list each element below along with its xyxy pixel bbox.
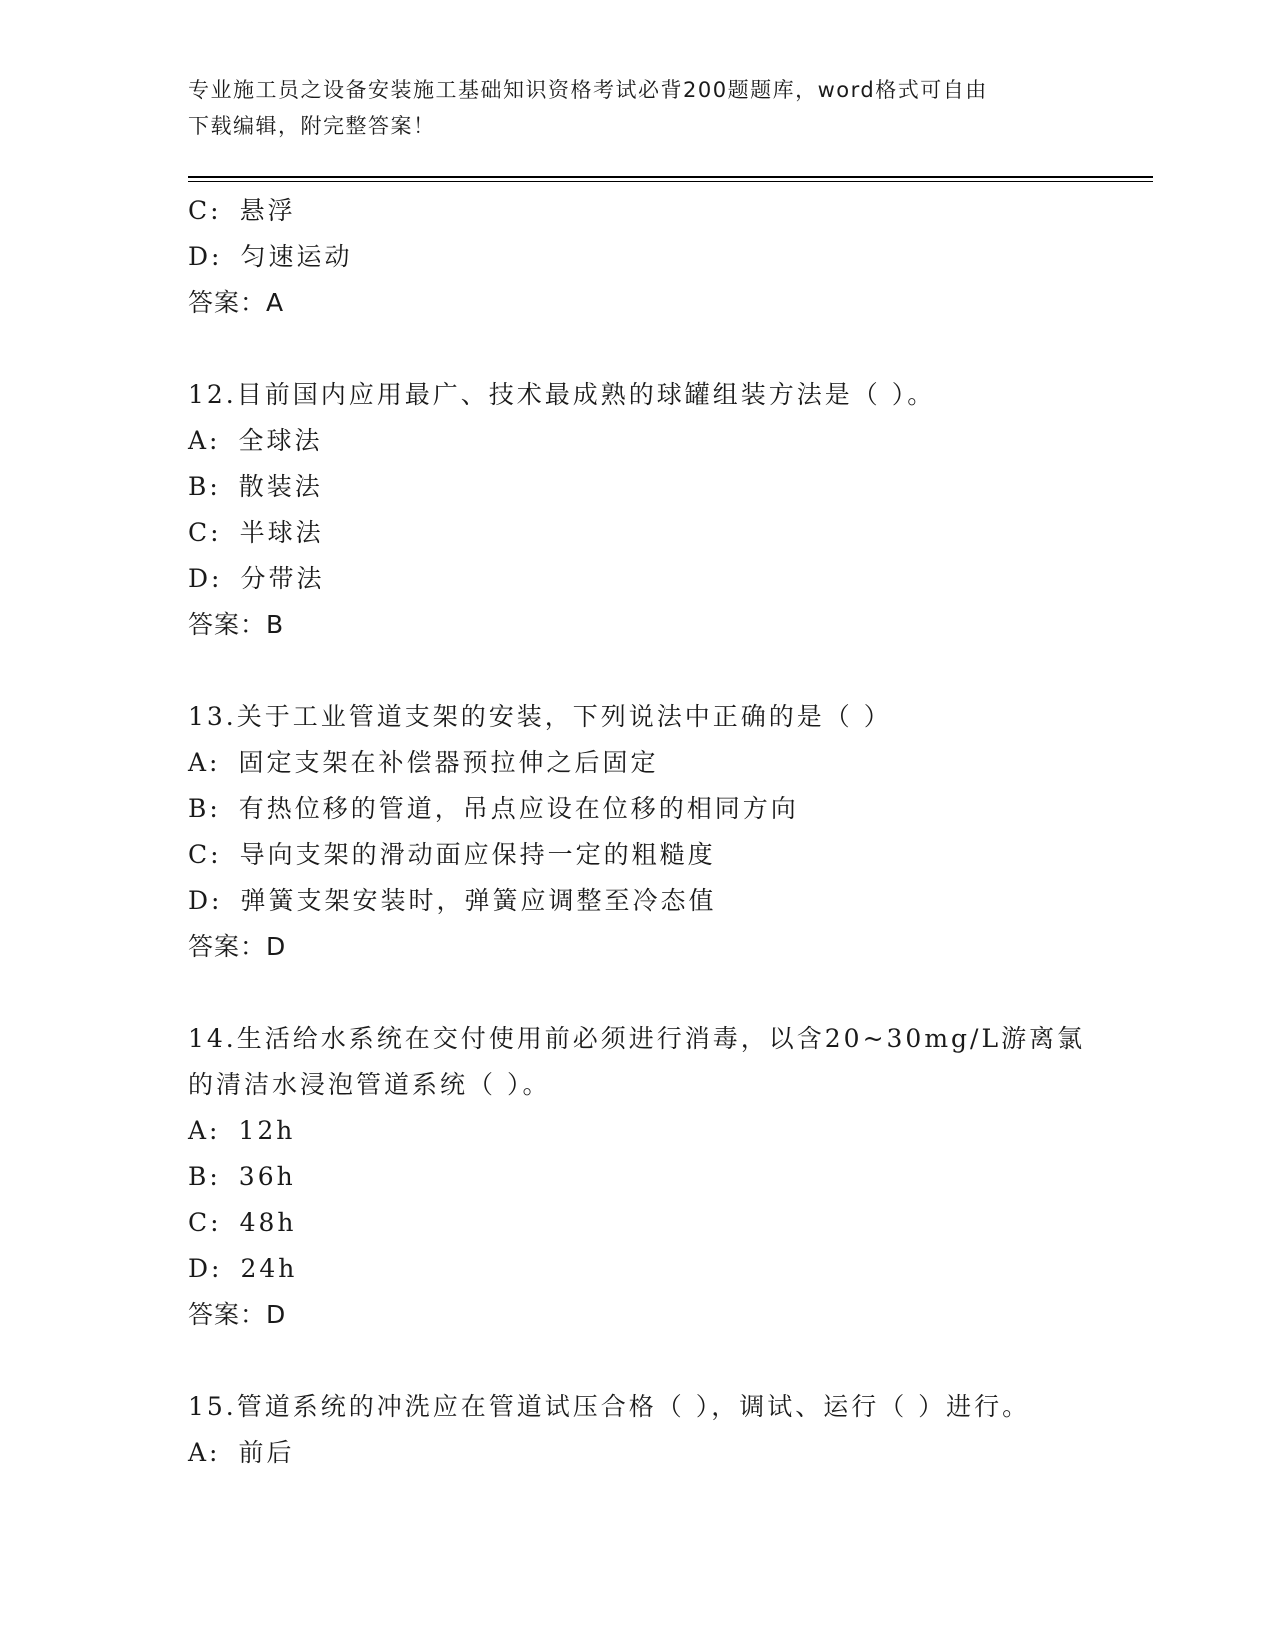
question-stem: 15.管道系统的冲洗应在管道试压合格（ ），调试、运行（ ）进行。 xyxy=(188,1392,1031,1421)
option-d: D: 弹簧支架安装时，弹簧应调整至冷态值 xyxy=(188,886,717,915)
option-c: C: 48h xyxy=(188,1208,297,1237)
document-header xyxy=(188,72,1088,144)
question-stem: 12.目前国内应用最广、技术最成熟的球罐组装方法是（ ）。 xyxy=(188,380,936,409)
header-divider-thick xyxy=(188,176,1153,178)
question-stem-line-1: 14.生活给水系统在交付使用前必须进行消毒，以含20~30mg/L游离氯 xyxy=(188,1024,1086,1053)
option-a: A: 12h xyxy=(188,1116,296,1145)
question-15 xyxy=(188,1384,1148,1476)
option-d: D: 分带法 xyxy=(188,564,325,593)
answer-line: 答案：B xyxy=(188,610,285,639)
header-title-line-2: 下载编辑，附完整答案！ xyxy=(188,114,436,138)
option-a: A: 固定支架在补偿器预拉伸之后固定 xyxy=(188,748,659,777)
question-stem-line-2: 的清洁水浸泡管道系统（ ）。 xyxy=(188,1070,551,1099)
header-divider-thin xyxy=(188,181,1153,182)
answer-line: 答案：A xyxy=(188,288,285,317)
option-c: C: 半球法 xyxy=(188,518,324,547)
answer-line: 答案：D xyxy=(188,1300,287,1329)
question-stem: 13.关于工业管道支架的安装，下列说法中正确的是（ ） xyxy=(188,702,892,731)
question-14 xyxy=(188,1016,1148,1338)
option-c: C: 悬浮 xyxy=(188,196,296,225)
option-a: A: 前后 xyxy=(188,1438,295,1467)
previous-question-tail xyxy=(188,188,1148,326)
option-d: D: 24h xyxy=(188,1254,298,1283)
question-list xyxy=(188,188,1148,1476)
question-13 xyxy=(188,694,1148,970)
option-c: C: 导向支架的滑动面应保持一定的粗糙度 xyxy=(188,840,716,869)
option-a: A: 全球法 xyxy=(188,426,323,455)
option-d: D: 匀速运动 xyxy=(188,242,353,271)
answer-line: 答案：D xyxy=(188,932,287,961)
option-b: B: 有热位移的管道，吊点应设在位移的相同方向 xyxy=(188,794,799,823)
header-title-line-1: 专业施工员之设备安装施工基础知识资格考试必背200题题库，word格式可自由 xyxy=(188,78,988,102)
question-12 xyxy=(188,372,1148,648)
option-b: B: 散装法 xyxy=(188,472,323,501)
option-b: B: 36h xyxy=(188,1162,296,1191)
